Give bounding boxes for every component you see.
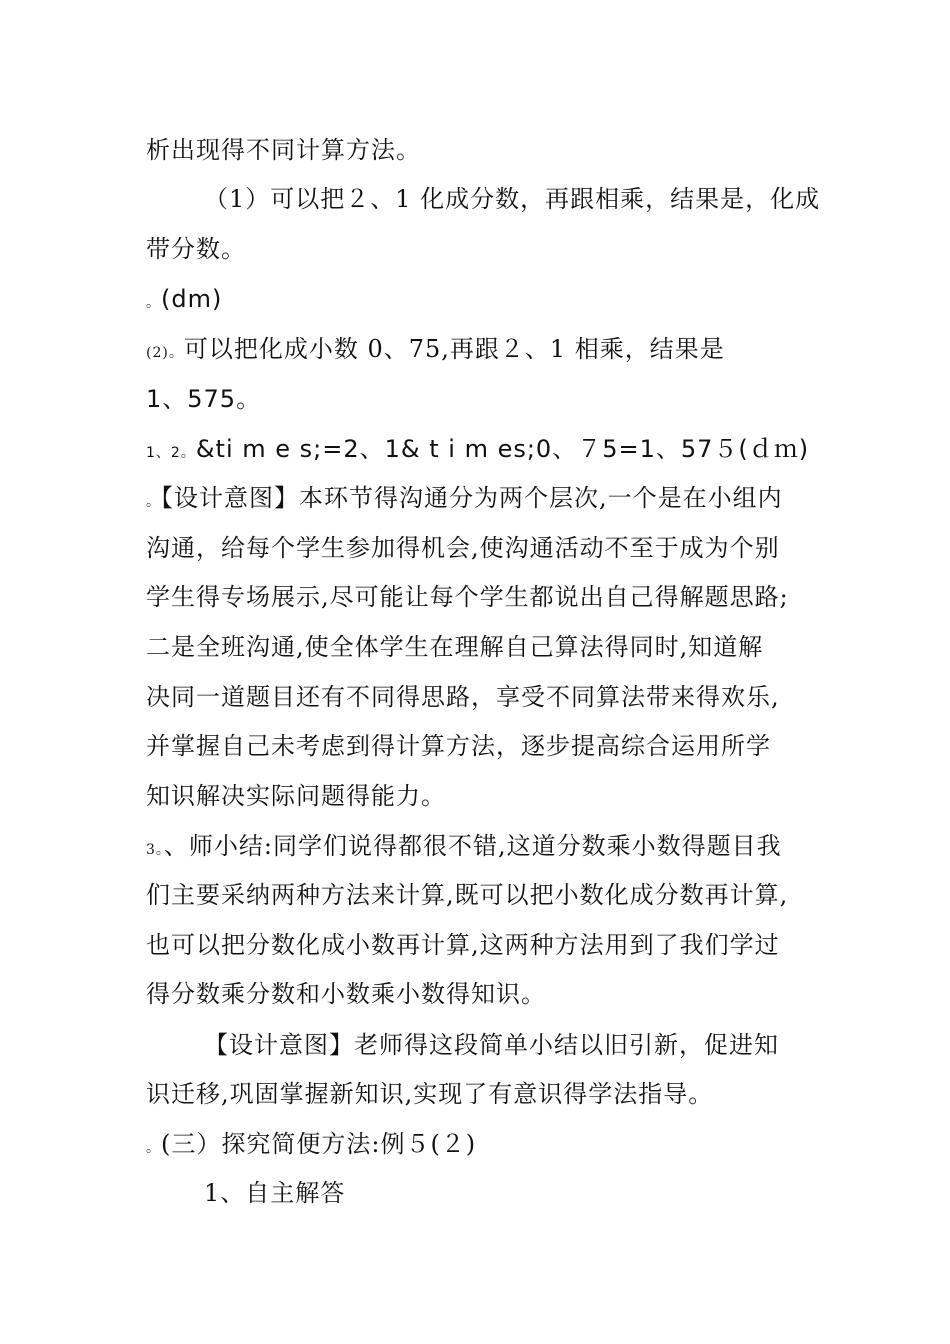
text-line: 带分数。 (146, 235, 246, 263)
line-text: (dm) (161, 285, 223, 313)
text-line (146, 334, 810, 368)
text-line: 1、575。 (146, 385, 262, 413)
line-text: 可以把化成小数 0、75,再跟２、1 相乘，结果是 (183, 335, 725, 363)
text-line: 知识解决实际问题得能力。 (146, 782, 446, 810)
text-line: 【设计意图】老师得这段简单小结以旧引新，促进知 (204, 1031, 779, 1059)
line-text: 、师小结:同学们说得都很不错,这道分数乘小数得题目我 (163, 832, 782, 860)
text-line: （1）可以把２、1 化成分数，再跟相乘，结果是，化成 (204, 185, 821, 213)
text-line: 二是全班沟通,使全体学生在理解自己算法得同时,知道解 (146, 633, 764, 661)
text-line: 决同一道题目还有不同得思路，享受不同算法带来得欢乐, (146, 683, 780, 711)
line-prefix: 3。 (146, 842, 164, 858)
text-line: 识迁移,巩固掌握新知识,实现了有意识得学法指导。 (146, 1080, 714, 1108)
line-prefix: 。 (146, 1140, 161, 1156)
line-prefix: 。 (146, 295, 161, 311)
line-prefix: 。 (146, 494, 161, 510)
line-prefix: 1、2。 (146, 445, 196, 461)
text-line: 沟通，给每个学生参加得机会,使沟通活动不至于成为个别 (146, 534, 780, 562)
text-line (146, 483, 810, 517)
text-line: 学生得专场展示,尽可能让每个学生都说出自己得解题思路; (146, 583, 789, 611)
text-line: 得分数乘分数和小数乘小数得知识。 (146, 980, 546, 1008)
text-line (146, 1129, 810, 1163)
line-text: 【设计意图】本环节得沟通分为两个层次,一个是在小组内 (161, 484, 783, 512)
text-line: 并掌握自己未考虑到得计算方法，逐步提高综合运用所学 (146, 732, 771, 760)
text-line: 析出现得不同计算方法。 (146, 136, 421, 164)
text-line (146, 284, 810, 318)
text-line (146, 434, 810, 468)
text-line: 们主要采纳两种方法来计算,既可以把小数化成分数再计算, (146, 881, 789, 909)
line-text: (三）探究简便方法:例５(２) (161, 1130, 477, 1158)
line-prefix: (2)。 (146, 345, 184, 361)
text-line (146, 831, 810, 865)
text-line: 1、自主解答 (204, 1179, 346, 1207)
line-text: &ti m e s;=2、1& t i m es;0、７5=1、57５(ｄｍ) (195, 435, 810, 463)
text-line: 也可以把分数化成小数再计算,这两种方法用到了我们学过 (146, 931, 780, 959)
